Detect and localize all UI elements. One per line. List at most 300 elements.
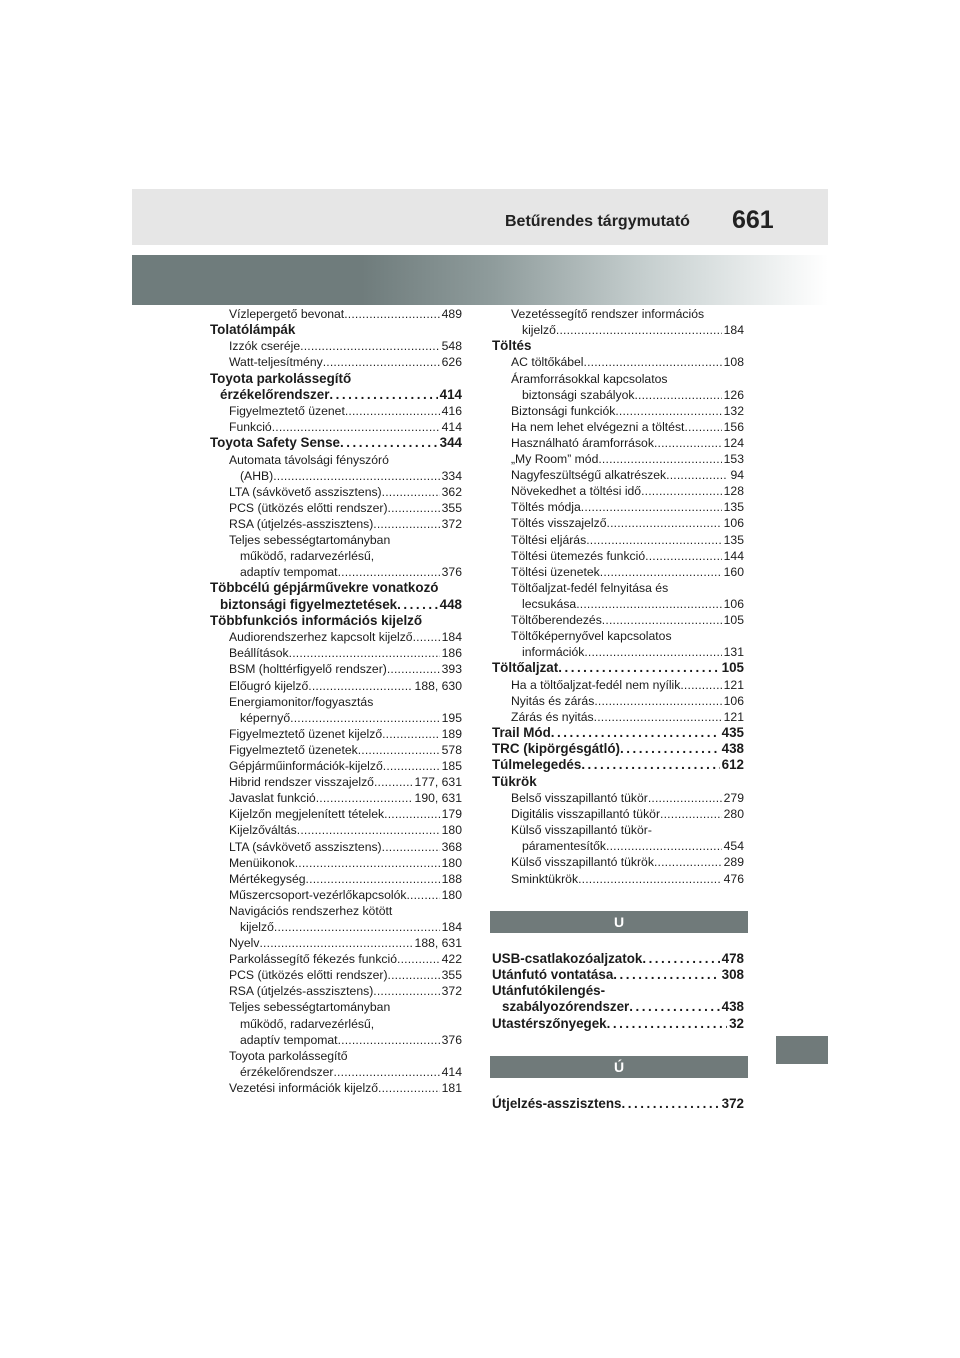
dot-leader: [584, 644, 721, 660]
index-subentry[interactable]: [210, 1080, 462, 1096]
page-reference[interactable]: 195: [441, 710, 462, 725]
entry-text: Toyota parkolássegítő: [229, 1048, 348, 1063]
index-subentry[interactable]: [492, 306, 744, 338]
dot-leader: [289, 645, 440, 661]
index-subentry[interactable]: [210, 742, 462, 758]
entry-text: lecsukása: [522, 596, 577, 611]
dot-leader: [594, 693, 721, 709]
entry-text: Energiamonitor/fogyasztás: [229, 694, 374, 709]
index-heading-entry[interactable]: [210, 435, 462, 451]
entry-text: Többfunkciós információs kijelző: [210, 613, 423, 628]
index-subentry[interactable]: [492, 871, 744, 887]
dot-leader: [306, 871, 440, 887]
entry-text: Menüikonok: [229, 855, 295, 870]
page-reference[interactable]: 190, 631: [414, 791, 462, 806]
page-reference[interactable]: 435: [721, 724, 744, 740]
thumb-index-tab[interactable]: [776, 1036, 828, 1064]
index-subentry[interactable]: [492, 435, 744, 451]
entry-text: Figyelmeztető üzenetek: [229, 742, 358, 757]
entry-text: PCS (ütközés előtti rendszer): [229, 500, 388, 515]
page-reference[interactable]: 156: [723, 419, 744, 434]
dot-leader: [594, 709, 722, 725]
dot-leader: [584, 354, 722, 370]
entry-text: TRC (kipörgésgátló): [492, 741, 620, 757]
page-reference[interactable]: 414: [441, 1064, 462, 1079]
dot-leader: [273, 468, 439, 484]
page-reference[interactable]: 626: [441, 355, 462, 370]
entry-text: biztonsági szabályok: [522, 387, 635, 402]
index-subentry[interactable]: [492, 612, 744, 628]
index-subentry[interactable]: [210, 983, 462, 999]
entry-text: Külső visszapillantó tükrök: [511, 855, 654, 870]
entry-text: működő, radarvezérlésű,: [240, 549, 375, 564]
dot-leader: [274, 919, 440, 935]
index-subentry[interactable]: [492, 677, 744, 693]
entry-text: adaptív tempomat: [240, 565, 338, 580]
index-subentry[interactable]: [492, 854, 744, 870]
dot-leader: [397, 597, 438, 613]
index-subentry[interactable]: [210, 452, 462, 484]
page-reference[interactable]: 108: [723, 355, 744, 370]
dot-leader: [642, 951, 719, 967]
page-reference[interactable]: 181: [441, 1080, 462, 1095]
page-reference[interactable]: 180: [441, 823, 462, 838]
dot-leader: [598, 451, 721, 467]
page-reference[interactable]: 188: [441, 871, 462, 886]
entry-text: biztonsági figyelmeztetések: [220, 596, 398, 612]
entry-text: Vízlepergető bevonat: [229, 307, 345, 321]
page-reference[interactable]: 438: [721, 741, 744, 757]
page-reference[interactable]: 106: [723, 596, 744, 611]
page-reference[interactable]: 180: [441, 887, 462, 902]
dot-leader: [378, 1080, 440, 1096]
index-subentry[interactable]: [210, 500, 462, 516]
index-subentry[interactable]: [492, 790, 744, 806]
page-reference[interactable]: 578: [441, 742, 462, 757]
dot-leader: [373, 983, 439, 999]
dot-leader: [556, 322, 722, 338]
entry-text: páramentesítők: [522, 839, 607, 854]
entry-text: Nyitás és zárás: [511, 693, 595, 708]
index-subentry[interactable]: [210, 645, 462, 661]
dot-leader: [397, 951, 440, 967]
entry-text: Töltés: [492, 338, 532, 354]
page-reference[interactable]: 438: [721, 999, 744, 1015]
page-reference[interactable]: 414: [439, 386, 462, 402]
dot-leader: [629, 999, 719, 1015]
entry-text: Utánfutókilengés-: [492, 983, 606, 999]
index-subentry[interactable]: [210, 338, 462, 354]
dot-leader: [388, 500, 440, 516]
index-heading-entry[interactable]: [492, 757, 744, 773]
dot-leader: [551, 725, 720, 741]
index-subentry[interactable]: [492, 548, 744, 564]
dot-leader: [259, 935, 412, 951]
entry-text: LTA (sávkövető asszisztens): [229, 839, 382, 854]
entry-text: „My Room” mód: [511, 452, 599, 467]
entry-text: érzékelőrendszer: [240, 1064, 334, 1079]
dot-leader: [382, 726, 440, 742]
entry-text: Töltés módja: [511, 500, 581, 515]
dot-leader: [666, 467, 728, 483]
dot-leader: [684, 419, 721, 435]
index-subentry[interactable]: [492, 371, 744, 403]
page-reference[interactable]: 372: [721, 1096, 744, 1112]
entry-text: AC töltőkábel: [511, 355, 584, 370]
index-subentry[interactable]: [492, 580, 744, 612]
entry-text: Figyelmeztető üzenet: [229, 404, 345, 419]
index-subentry[interactable]: [210, 661, 462, 677]
entry-text: Töltőképernyővel kapcsolatos: [511, 629, 672, 644]
entry-text: RSA (útjelzés-asszisztens): [229, 517, 374, 532]
entry-text: Külső visszapillantó tükör-: [511, 823, 652, 838]
index-subentry[interactable]: [492, 564, 744, 580]
dot-leader: [615, 403, 721, 419]
page-reference[interactable]: 135: [723, 500, 744, 515]
page-reference[interactable]: 128: [723, 484, 744, 499]
page-reference[interactable]: 454: [723, 839, 744, 854]
index-subentry[interactable]: [210, 1048, 462, 1080]
page-reference[interactable]: 180: [441, 855, 462, 870]
page-reference[interactable]: 414: [441, 420, 462, 435]
index-heading-entry: [492, 338, 744, 354]
entry-text: Ha a töltőaljzat-fedél nem nyílik: [511, 677, 681, 692]
page-reference[interactable]: 32: [729, 1015, 744, 1031]
entry-text: Útjelzés-asszisztens: [492, 1096, 622, 1112]
entry-text: Audiorendszerhez kapcsolt kijelző: [229, 630, 413, 645]
entry-text: adaptív tempomat: [240, 1032, 338, 1047]
index-heading-entry[interactable]: [210, 580, 462, 613]
entry-text: (AHB): [240, 468, 274, 483]
page-reference[interactable]: 476: [723, 871, 744, 886]
page-reference[interactable]: 105: [723, 612, 744, 627]
index-subentry[interactable]: [210, 678, 462, 694]
page-reference[interactable]: 279: [723, 791, 744, 806]
page-reference[interactable]: 105: [721, 660, 744, 676]
page-reference[interactable]: 280: [723, 807, 744, 822]
dot-leader: [576, 596, 721, 612]
index-subentry[interactable]: [210, 822, 462, 838]
entry-text: Nyelv: [229, 936, 260, 951]
entry-text: Toyota Safety Sense: [210, 435, 340, 451]
dot-leader: [406, 887, 439, 903]
page-reference[interactable]: 132: [723, 403, 744, 418]
page-reference[interactable]: 184: [723, 323, 744, 338]
index-subentry[interactable]: [492, 693, 744, 709]
index-subentry[interactable]: [210, 839, 462, 855]
dot-leader: [602, 612, 722, 628]
page-reference[interactable]: 308: [721, 966, 744, 982]
index-subentry[interactable]: [210, 532, 462, 580]
page-reference[interactable]: 422: [441, 952, 462, 967]
dot-leader: [338, 564, 440, 580]
page-reference[interactable]: 124: [723, 435, 744, 450]
dot-leader: [645, 548, 722, 564]
page-reference[interactable]: 478: [721, 950, 744, 966]
index-subentry[interactable]: [210, 790, 462, 806]
page-reference[interactable]: 131: [723, 645, 744, 660]
dot-leader: [308, 678, 412, 694]
dot-leader: [581, 757, 719, 773]
entry-text: információk: [522, 645, 585, 660]
page-reference[interactable]: 144: [723, 548, 744, 563]
index-heading-entry[interactable]: [492, 1016, 744, 1032]
page-reference[interactable]: 185: [441, 759, 462, 774]
page-reference[interactable]: 184: [441, 630, 462, 645]
page-reference[interactable]: 376: [441, 565, 462, 580]
index-column-left: [210, 306, 462, 1096]
dot-leader: [622, 1096, 720, 1112]
dot-leader: [290, 710, 440, 726]
entry-text: Töltőaljzat: [492, 660, 559, 676]
index-subentry[interactable]: [210, 935, 462, 951]
index-subentry[interactable]: [492, 499, 744, 515]
entry-text: Funkció: [229, 420, 272, 435]
entry-text: kijelző: [240, 919, 274, 934]
dot-leader: [613, 967, 719, 983]
page-reference[interactable]: 126: [723, 387, 744, 402]
page-number: 661: [732, 206, 774, 234]
page-reference[interactable]: 189: [441, 726, 462, 741]
index-subentry[interactable]: [492, 515, 744, 531]
page-reference[interactable]: 416: [441, 404, 462, 419]
index-subentry[interactable]: [210, 758, 462, 774]
page-reference[interactable]: 135: [723, 532, 744, 547]
dot-leader: [383, 758, 440, 774]
dot-leader: [620, 741, 720, 757]
entry-text: Töltési üzenetek: [511, 564, 600, 579]
entry-text: Parkolássegítő fékezés funkció: [229, 952, 398, 967]
dot-leader: [358, 742, 440, 758]
entry-text: Töltőberendezés: [511, 612, 602, 627]
index-heading-entry: [210, 613, 462, 629]
dot-leader: [297, 822, 440, 838]
entry-text: Mértékegység: [229, 871, 306, 886]
index-subentry[interactable]: [210, 403, 462, 419]
page-reference[interactable]: 153: [723, 452, 744, 467]
index-heading-entry[interactable]: [492, 725, 744, 741]
dot-leader: [373, 516, 439, 532]
entry-text: Watt-teljesítmény: [229, 355, 323, 370]
dot-leader: [680, 677, 721, 693]
page-reference[interactable]: 368: [441, 839, 462, 854]
header-band: [132, 189, 828, 245]
entry-text: Belső visszapillantó tükör: [511, 791, 648, 806]
dot-leader: [558, 660, 719, 676]
gradient-bar: [132, 255, 828, 305]
entry-text: Automata távolsági fényszóró: [229, 452, 389, 467]
page-reference[interactable]: 106: [723, 516, 744, 531]
index-subentry[interactable]: [492, 822, 744, 854]
index-subentry[interactable]: [492, 419, 744, 435]
index-column-right: [492, 306, 744, 1112]
index-subentry[interactable]: [210, 999, 462, 1047]
entry-text: Hibrid rendszer visszajelző: [229, 775, 374, 790]
page-reference[interactable]: 184: [441, 919, 462, 934]
page-reference[interactable]: 372: [441, 984, 462, 999]
dot-leader: [323, 354, 440, 370]
dot-leader: [578, 871, 722, 887]
index-subentry[interactable]: [492, 483, 744, 499]
index-subentry[interactable]: [492, 467, 744, 483]
index-subentry[interactable]: [492, 403, 744, 419]
index-subentry[interactable]: [210, 306, 462, 322]
page-reference[interactable]: 94: [730, 468, 744, 483]
entry-text: RSA (útjelzés-asszisztens): [229, 984, 374, 999]
page-reference[interactable]: 344: [439, 435, 462, 451]
entry-text: Ha nem lehet elvégezni a töltést: [511, 419, 685, 434]
page-reference[interactable]: 355: [441, 968, 462, 983]
dot-leader: [607, 1016, 727, 1032]
dot-leader: [607, 515, 722, 531]
index-subentry[interactable]: [492, 709, 744, 725]
dot-leader: [338, 1032, 440, 1048]
entry-text: Töltés visszajelző: [511, 516, 607, 531]
index-subentry[interactable]: [210, 484, 462, 500]
dot-leader: [345, 403, 440, 419]
index-heading-entry: [492, 774, 744, 790]
entry-text: Használható áramforrások: [511, 435, 654, 450]
entry-text: Kijelzőn megjelenített tételek: [229, 807, 385, 822]
dot-leader: [586, 532, 721, 548]
index-heading-entry[interactable]: [492, 951, 744, 967]
dot-leader: [300, 338, 440, 354]
entry-text: Áramforrásokkal kapcsolatos: [511, 371, 668, 386]
entry-text: Zárás és nyitás: [511, 709, 594, 724]
dot-leader: [654, 435, 722, 451]
page-reference[interactable]: 355: [441, 500, 462, 515]
page-reference[interactable]: 489: [441, 307, 462, 321]
index-subentry[interactable]: [210, 694, 462, 726]
index-subentry[interactable]: [210, 903, 462, 935]
index-heading-entry[interactable]: [492, 983, 744, 1016]
dot-leader: [340, 435, 438, 451]
page-reference[interactable]: 334: [441, 468, 462, 483]
entry-text: képernyő: [240, 710, 291, 725]
entry-text: Vezetéssegítő rendszer információs: [511, 307, 705, 321]
entry-text: Teljes sebességtartományban: [229, 533, 391, 548]
page-reference[interactable]: 106: [723, 693, 744, 708]
dot-leader: [316, 790, 413, 806]
entry-text: kijelző: [522, 323, 556, 338]
index-subentry[interactable]: [210, 951, 462, 967]
index-heading-entry: [210, 322, 462, 338]
dot-leader: [634, 387, 721, 403]
index-subentry[interactable]: [210, 629, 462, 645]
letter-heading: Ú: [490, 1056, 748, 1078]
index-subentry[interactable]: [210, 855, 462, 871]
page-reference[interactable]: 160: [723, 564, 744, 579]
page-reference[interactable]: 548: [441, 339, 462, 354]
entry-text: Vezetési információk kijelző: [229, 1080, 379, 1095]
entry-text: Javaslat funkció: [229, 791, 316, 806]
page-reference[interactable]: 186: [441, 646, 462, 661]
index-subentry[interactable]: [210, 419, 462, 435]
page-reference[interactable]: 376: [441, 1032, 462, 1047]
entry-text: Nagyfeszültségű alkatrészek: [511, 468, 667, 483]
dot-leader: [581, 499, 722, 515]
entry-text: Utastérszőnyegek: [492, 1015, 607, 1031]
dot-leader: [660, 806, 722, 822]
dot-leader: [387, 661, 440, 677]
index-subentry[interactable]: [210, 516, 462, 532]
index-subentry[interactable]: [210, 887, 462, 903]
entry-text: érzékelőrendszer: [220, 386, 330, 402]
index-subentry[interactable]: [210, 967, 462, 983]
entry-text: Sminktükrök: [511, 871, 579, 886]
index-subentry[interactable]: [210, 726, 462, 742]
dot-leader: [272, 419, 440, 435]
index-subentry[interactable]: [492, 532, 744, 548]
page-reference[interactable]: 362: [441, 484, 462, 499]
dot-leader: [329, 387, 437, 403]
entry-text: Töltési ütemezés funkció: [511, 548, 646, 563]
index-subentry[interactable]: [492, 354, 744, 370]
page-reference[interactable]: 372: [441, 517, 462, 532]
page-reference[interactable]: 612: [721, 757, 744, 773]
index-heading-entry[interactable]: [492, 660, 744, 676]
entry-text: PCS (ütközés előtti rendszer): [229, 968, 388, 983]
dot-leader: [641, 483, 722, 499]
index-heading-entry[interactable]: [492, 1096, 744, 1112]
entry-text: Digitális visszapillantó tükör: [511, 807, 661, 822]
index-subentry[interactable]: [492, 451, 744, 467]
dot-leader: [413, 629, 440, 645]
letter-heading: U: [490, 911, 748, 933]
entry-text: Töltési eljárás: [511, 532, 587, 547]
dot-leader: [382, 484, 440, 500]
dot-leader: [648, 790, 722, 806]
entry-text: Műszercsoport-vezérlőkapcsolók: [229, 887, 407, 902]
index-heading-entry[interactable]: [210, 371, 462, 404]
page-reference[interactable]: 188, 630: [414, 678, 462, 693]
entry-text: Töltőaljzat-fedél felnyitása és: [511, 580, 669, 595]
entry-text: Toyota parkolássegítő: [210, 370, 352, 386]
page-reference[interactable]: 289: [723, 855, 744, 870]
index-subentry[interactable]: [210, 871, 462, 887]
index-subentry[interactable]: [492, 806, 744, 822]
page-reference[interactable]: 188, 631: [414, 936, 462, 951]
page-reference[interactable]: 121: [723, 677, 744, 692]
entry-text: Utánfutó vontatása: [492, 966, 614, 982]
page-reference[interactable]: 121: [723, 709, 744, 724]
index-heading-entry[interactable]: [492, 741, 744, 757]
page-reference[interactable]: 448: [439, 596, 462, 612]
page-reference[interactable]: 177, 631: [414, 775, 462, 790]
entry-text: Kijelzőváltás: [229, 823, 297, 838]
index-heading-entry[interactable]: [492, 967, 744, 983]
entry-text: Biztonsági funkciók: [511, 403, 616, 418]
entry-text: Navigációs rendszerhez kötött: [229, 903, 393, 918]
entry-text: Trail Mód: [492, 724, 551, 740]
entry-text: Tükrök: [492, 773, 537, 789]
entry-text: Többcélú gépjárművekre vonatkozó: [210, 580, 439, 596]
index-subentry[interactable]: [492, 628, 744, 660]
page-reference[interactable]: 179: [441, 807, 462, 822]
index-subentry[interactable]: [210, 774, 462, 790]
entry-text: Izzók cseréje: [229, 339, 301, 354]
dot-leader: [388, 967, 440, 983]
entry-text: működő, radarvezérlésű,: [240, 1016, 375, 1031]
dot-leader: [600, 564, 722, 580]
index-subentry[interactable]: [210, 354, 462, 370]
entry-text: BSM (holttérfigyelő rendszer): [229, 662, 387, 677]
index-subentry[interactable]: [210, 806, 462, 822]
dot-leader: [374, 774, 413, 790]
dot-leader: [654, 854, 722, 870]
page-reference[interactable]: 393: [441, 662, 462, 677]
section-title: Betűrendes tárgymutató: [505, 213, 690, 230]
